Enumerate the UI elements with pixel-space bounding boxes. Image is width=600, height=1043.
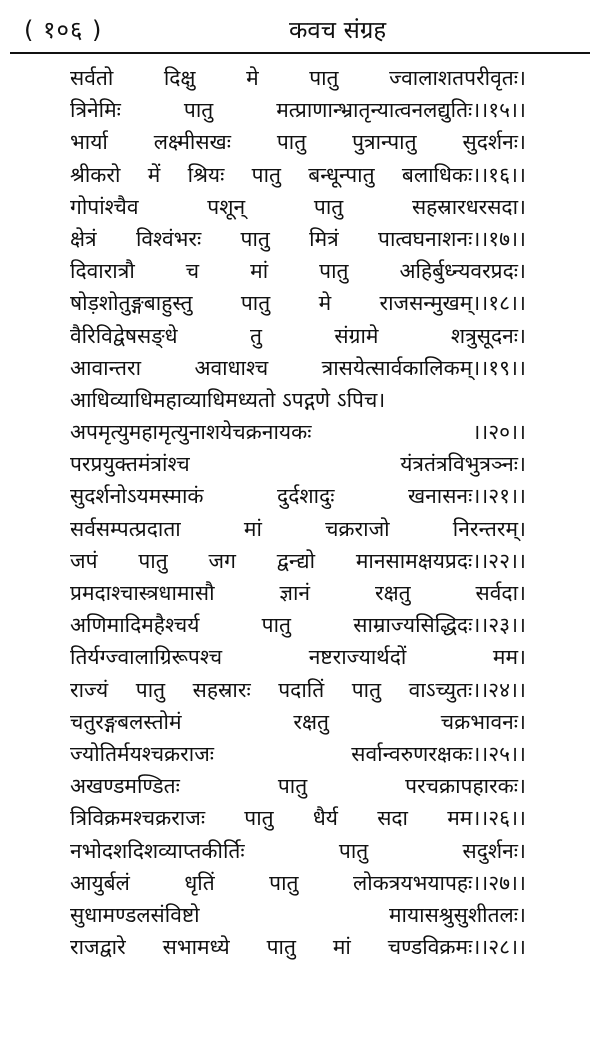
verse-word: सुधामण्डलसंविष्टो <box>70 902 200 927</box>
verse-word: पातु <box>319 259 349 284</box>
verse-line <box>70 899 526 931</box>
verse-word: सहस्रारः <box>192 677 251 702</box>
verse-word: पातु <box>351 677 382 702</box>
verse-word: मां <box>250 259 269 284</box>
verse-line <box>70 931 526 963</box>
verse-word: अवाधाश्च <box>194 355 269 380</box>
verse-word: त्रासयेत्सार्वकालिकम्।।१९।। <box>321 355 526 380</box>
verse-line <box>70 802 526 834</box>
verse-word: पातु <box>277 774 308 799</box>
verse-word: श्रीकरो <box>70 162 121 187</box>
verse-word: मां <box>332 935 351 960</box>
verse-word: निरन्तरम्। <box>452 516 526 541</box>
verse-line <box>70 706 526 738</box>
verse-word: पातु <box>138 548 168 573</box>
verse-word: चण्डविक्रमः।।२८।। <box>387 935 526 960</box>
verse-word: चक्रराजो <box>325 516 390 541</box>
verse-word: आवान्तरा <box>70 355 142 380</box>
verse-word: संग्रामे <box>334 323 379 348</box>
verse-word: अखण्डमण्डितः <box>70 774 180 799</box>
verse-word: त्रिविक्रमश्चक्रराजः <box>70 806 206 831</box>
verse-word: पातु <box>261 613 291 638</box>
verse-word: पात्वघनाशनः।।१७।। <box>378 226 526 251</box>
verse-word: खनासनः।।२१।। <box>407 484 526 509</box>
verse-line <box>70 62 526 94</box>
verse-word: गोपांश्चैव <box>70 194 139 219</box>
verse-word: सदुर्शनः। <box>462 838 526 863</box>
verse-word: षोड़शोतुङ्गबाहुस्तु <box>70 291 193 316</box>
verse-line <box>70 352 526 384</box>
verse-word: सभामध्ये <box>162 935 230 960</box>
verse-word: अणिमादिमहैश्चर्य <box>70 613 200 638</box>
verse-word: द्वन्द्यो <box>276 548 316 573</box>
verse-line <box>70 674 526 706</box>
verse-word: आयुर्बलं <box>70 870 130 895</box>
verse-word: पातु <box>183 98 214 123</box>
verse-word: श्रियः <box>187 162 225 187</box>
verse-line <box>70 159 526 191</box>
verse-word: राज्यं <box>70 677 109 702</box>
verse-word: बन्धून्पातु <box>308 162 375 187</box>
verse-word: राजसन्मुखम्।।१८।। <box>379 291 526 316</box>
verse-line <box>70 577 526 609</box>
verse-word: सुदर्शनः। <box>462 130 526 155</box>
verse-word: मां <box>243 516 262 541</box>
verse-word: पुत्रान्पातु <box>352 130 417 155</box>
verse-word: वाऽच्युतः।।२४।। <box>408 677 526 702</box>
verse-word: लक्ष्मीसखः <box>153 130 231 155</box>
verse-word: पातु <box>251 162 281 187</box>
verse-word: शत्रुसूदनः। <box>450 323 526 348</box>
verse-block <box>70 62 526 963</box>
verse-word: क्षेत्रं <box>70 226 97 251</box>
verse-word: सुदर्शनोऽयमस्माकं <box>70 484 204 509</box>
verse-word: मे <box>318 291 332 316</box>
verse-line <box>70 480 526 512</box>
verse-word: तु <box>249 323 262 348</box>
verse-word: जग <box>208 548 236 573</box>
verse-word: अहिर्बुध्न्यवरप्रदः। <box>399 259 526 284</box>
verse-word: में <box>147 162 161 187</box>
verse-line <box>70 867 526 899</box>
verse-word: नष्टराज्यार्थदों <box>308 645 407 670</box>
verse-line <box>70 448 526 480</box>
verse-word: पातु <box>338 838 369 863</box>
verse-line <box>70 384 526 416</box>
verse-word: परचक्रापहारकः। <box>405 774 526 799</box>
verse-word: मम।।२६।। <box>447 806 526 831</box>
verse-word: ।।२०।। <box>472 420 526 445</box>
verse-word: तिर्यग्ज्वालाग्रिरूपश्च <box>70 645 223 670</box>
verse-word: ज्वालाशतपरीवृतः। <box>389 66 526 90</box>
verse-word: पातु <box>266 935 296 960</box>
verse-word: धैर्य <box>312 806 338 831</box>
verse-word: लोकत्रयभयापहः।।२७।। <box>353 870 526 895</box>
verse-word: परप्रयुक्तमंत्रांश्च <box>70 452 190 477</box>
verse-word: त्रिनेमिः <box>70 98 121 123</box>
verse-word: भार्या <box>70 130 108 155</box>
verse-word: यंत्रतंत्रविभुत्रञ्नः। <box>400 452 526 477</box>
verse-word: पातु <box>244 806 274 831</box>
verse-word: अपमृत्युमहामृत्युनाशयेचक्रनायकः <box>70 420 312 445</box>
verse-line <box>70 641 526 673</box>
verse-word: रक्षतु <box>374 581 411 605</box>
page-number: ( १०६ ) <box>24 16 103 44</box>
verse-word: साम्राज्यसिद्धिदः।।२३।। <box>353 613 526 638</box>
verse-line <box>70 287 526 319</box>
verse-word: पातु <box>276 130 307 155</box>
verse-word: सर्वसम्पत्प्रदाता <box>70 516 181 541</box>
verse-word: नभोदशदिशव्याप्तकीर्तिः <box>70 838 245 863</box>
verse-word: पातु <box>240 291 271 316</box>
running-title: कवच संग्रह <box>289 16 387 44</box>
verse-word: सदा <box>377 806 408 831</box>
verse-word: चक्रभावनः। <box>440 709 526 734</box>
verse-word: सर्वान्वरुणरक्षकः।।२५।। <box>351 741 526 766</box>
verse-word: सर्वदा। <box>475 581 526 605</box>
verse-line <box>70 835 526 867</box>
verse-line <box>70 609 526 641</box>
verse-word: पशून् <box>207 194 246 219</box>
verse-line <box>70 320 526 352</box>
verse-word: दिवारात्रौ <box>70 259 135 284</box>
verse-word: मे <box>246 66 259 90</box>
verse-word: आधिव्याधिमहाव्याधिमध्यतो ऽपद्गणे ऽपिच। <box>70 387 386 412</box>
verse-line <box>70 770 526 802</box>
verse-word: जपं <box>70 548 98 573</box>
verse-word: पातु <box>309 66 339 90</box>
verse-line <box>70 513 526 545</box>
verse-word: मित्रं <box>309 226 339 251</box>
verse-word: धृतिं <box>184 870 215 895</box>
verse-line <box>70 223 526 255</box>
verse-word: सहस्रारधरसदा। <box>411 194 526 219</box>
verse-line <box>70 416 526 448</box>
verse-word: मानसामक्षयप्रदः।।२२।। <box>355 548 526 573</box>
verse-line <box>70 255 526 287</box>
verse-word: रक्षतु <box>293 709 329 734</box>
verse-word: च <box>185 259 200 284</box>
verse-line <box>70 191 526 223</box>
header-rule <box>10 52 590 54</box>
verse-line <box>70 738 526 770</box>
verse-word: पातु <box>269 870 299 895</box>
verse-word: विश्वंभरः <box>135 226 202 251</box>
verse-word: मम। <box>492 645 526 670</box>
verse-word: राजद्वारे <box>70 935 126 960</box>
verse-word: मत्प्राणान्भ्रातृन्यात्वनलद्युतिः।।१५।। <box>276 98 526 123</box>
verse-word: ज्ञानं <box>279 581 311 605</box>
page-header <box>10 12 590 54</box>
verse-word: पातु <box>313 194 344 219</box>
verse-word: दिक्षु <box>163 66 196 90</box>
verse-word: ज्योतिर्मयश्चक्रराजः <box>70 741 215 766</box>
verse-line <box>70 126 526 158</box>
verse-word: बलाधिकः।।१६।। <box>401 162 526 187</box>
verse-line <box>70 545 526 577</box>
verse-word: सर्वतो <box>70 66 114 90</box>
verse-word: पातु <box>135 677 166 702</box>
verse-word: वैरिविद्वेषसङ्धे <box>70 323 178 348</box>
verse-word: दुर्दशादुः <box>277 484 335 509</box>
verse-word: प्रमदाश्चास्त्रधामासौ <box>70 581 215 605</box>
verse-word: पदातिं <box>278 677 325 702</box>
verse-line <box>70 94 526 126</box>
verse-word: चतुरङ्गबलस्तोमं <box>70 709 182 734</box>
verse-word: मायासश्रुसुशीतलः। <box>388 902 526 927</box>
verse-word: पातु <box>240 226 270 251</box>
